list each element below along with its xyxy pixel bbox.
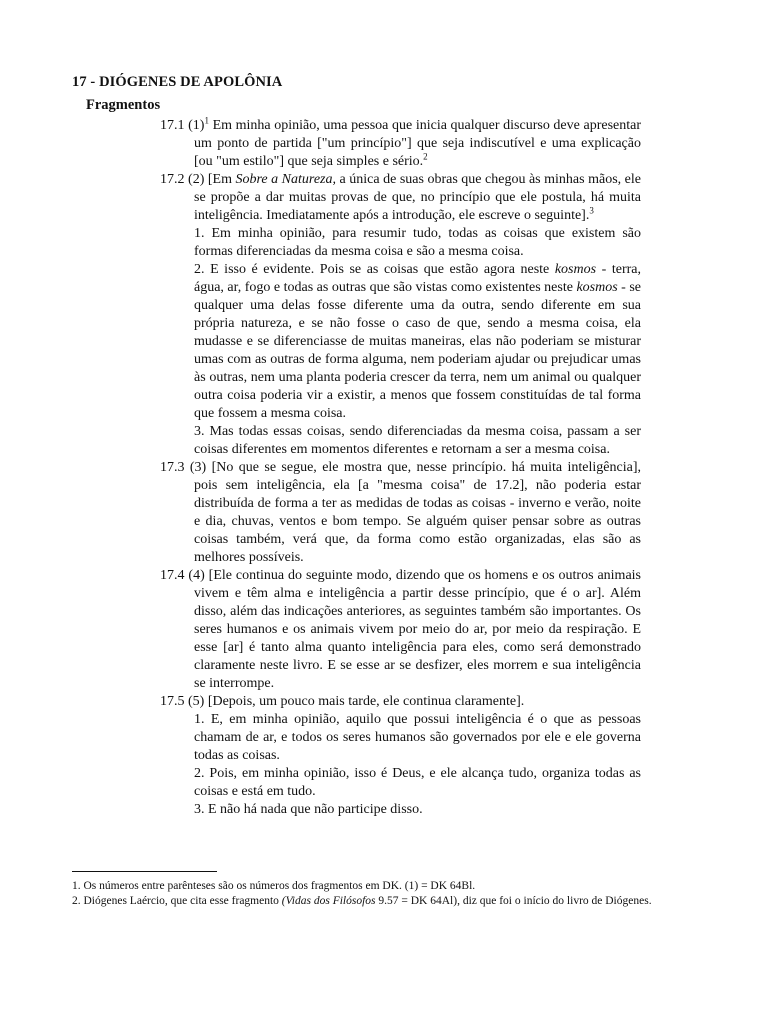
fragment-text: Em minha opinião, uma pessoa que inicia qualquer discurso deve apresentar um ponto de partida ["um princípio"] que seja indiscutível e uma explicação [ou "um estilo"] que seja simples e sério. [194,118,641,169]
fragment-number: 17.5 [160,694,185,709]
footnote-ref: 1 [204,115,209,126]
footnote-2 [72,894,697,909]
fragment-text: - se qualquer uma delas fosse diferente uma da outra, sendo diferente em sua própria natureza, e se não fosse o caso de que, sendo a mesma coisa, ela mudasse e se diferenciasse de muitas maneiras, elas não poderiam se misturar umas com as outras de forma alguma, nem poderiam ajudar ou prejudicar umas às outras, nem uma planta poderia crescer da terra, nem um animal ou qualquer outra coisa poderia vir a existir, a menos que fossem constituídas de tal forma que fossem a mesma coisa. [194,280,642,421]
chapter-title: 17 - DIÓGENES DE APOLÔNIA [72,74,283,90]
fragment-text: (5) [Depois, um pouco mais tarde, ele continua claramente]. [188,694,525,709]
work-title: Sobre a Natureza, [235,172,336,187]
fragment-number: 17.1 [160,118,185,133]
cited-work-title: (Vidas dos Filósofos [281,895,376,907]
fragment-number: 17.3 [160,460,185,475]
fragment-text: a única de suas obras que chegou às minhas mãos, ele se propõe a dar muitas provas de que, no princípio que ele postula, há muita inteligência. Imediatamente após a introdução, ele escreve o seguinte]. [194,172,641,223]
fragment-17-2 [160,171,641,459]
fragment-17-3 [160,459,641,567]
fragment-number: 17.4 [160,568,185,583]
sub-paragraph-3: 3. Mas todas essas coisas, sendo diferenciadas da mesma coisa, passam a ser coisas diferentes em momentos diferentes e retornam a ser a mesma coisa. [194,424,641,457]
fragment-text: - terra, água, ar, fogo e todas as outras que são vistas como existentes neste [194,262,641,295]
fragment-text: (4) [Ele continua do seguinte modo, dizendo que os homens e os outros animais vivem e têm alma e inteligência a partir desse princípio, que é o ar]. Além disso, além das indicações anteriores, as seguintes também são importantes. Os seres humanos e os animais vivem por meio do ar, por meio da respiração. E esse [ar] é tanto alma quanto inteligência para eles, como será demonstrado claramente neste livro. E se esse ar se desfizer, eles morrem e sua inteligência se interrompe. [188,568,641,691]
sub-paragraph-2 [160,261,641,423]
fragment-17-1 [160,117,641,171]
fragment-text: (2) [Em [188,172,236,187]
kosmos-term: kosmos [554,262,597,277]
fragment-paragraph [160,117,641,171]
fragment-paragraph [160,459,641,567]
section-title: Fragmentos [86,97,161,113]
fragment-label: (1) [188,118,205,133]
fragment-17-4 [160,567,641,693]
footnote-ref: 2 [423,151,428,162]
footnote-text: 2. Diógenes Laércio, que cita esse fragmento [72,895,282,907]
fragment-number: 17.2 [160,172,185,187]
footnote-ref: 3 [589,205,594,216]
fragment-17-5 [160,693,641,819]
footnote-1: 1. Os números entre parênteses são os números dos fragmentos em DK. (1) = DK 64Bl. [72,880,476,892]
sub-paragraph-1: 1. Em minha opinião, para resumir tudo, todas as coisas que existem são formas diferenciadas da mesma coisa e são a mesma coisa. [194,226,641,259]
fragments-list [160,117,641,819]
fragment-text: 2. E isso é evidente. Pois se as coisas que estão agora neste [194,262,555,277]
footnote-text: 9.57 = DK 64Al), diz que foi o início do livro de Diógenes. [375,895,652,907]
sub-paragraph-3: 3. E não há nada que não participe disso. [194,802,423,817]
footnote-separator [72,871,217,872]
sub-paragraph-1: 1. E, em minha opinião, aquilo que possui inteligência é o que as pessoas chamam de ar, e todos os seres humanos são governados por ele e ele governa todas as coisas. [194,712,641,763]
sub-paragraph-2: 2. Pois, em minha opinião, isso é Deus, e ele alcança tudo, organiza todas as coisas e está em tudo. [194,766,641,799]
fragment-paragraph [160,171,641,225]
footnotes [72,879,697,909]
fragment-text: (3) [No que se segue, ele mostra que, nesse princípio. há muita inteligência], pois sem inteligência, ela [a "mesma coisa" de 17.2], não poderia estar distribuída de forma a ter as medidas de todas as coisas - inverno e verão, noite e dia, chuvas, ventos e bom tempo. Se alguém quiser pensar sobre as outras coisas também, verá que, da forma como estão organizadas, elas são as melhores possíveis. [189,460,641,565]
fragment-paragraph [160,567,641,693]
fragment-paragraph [160,693,641,711]
kosmos-term: kosmos [576,280,618,295]
